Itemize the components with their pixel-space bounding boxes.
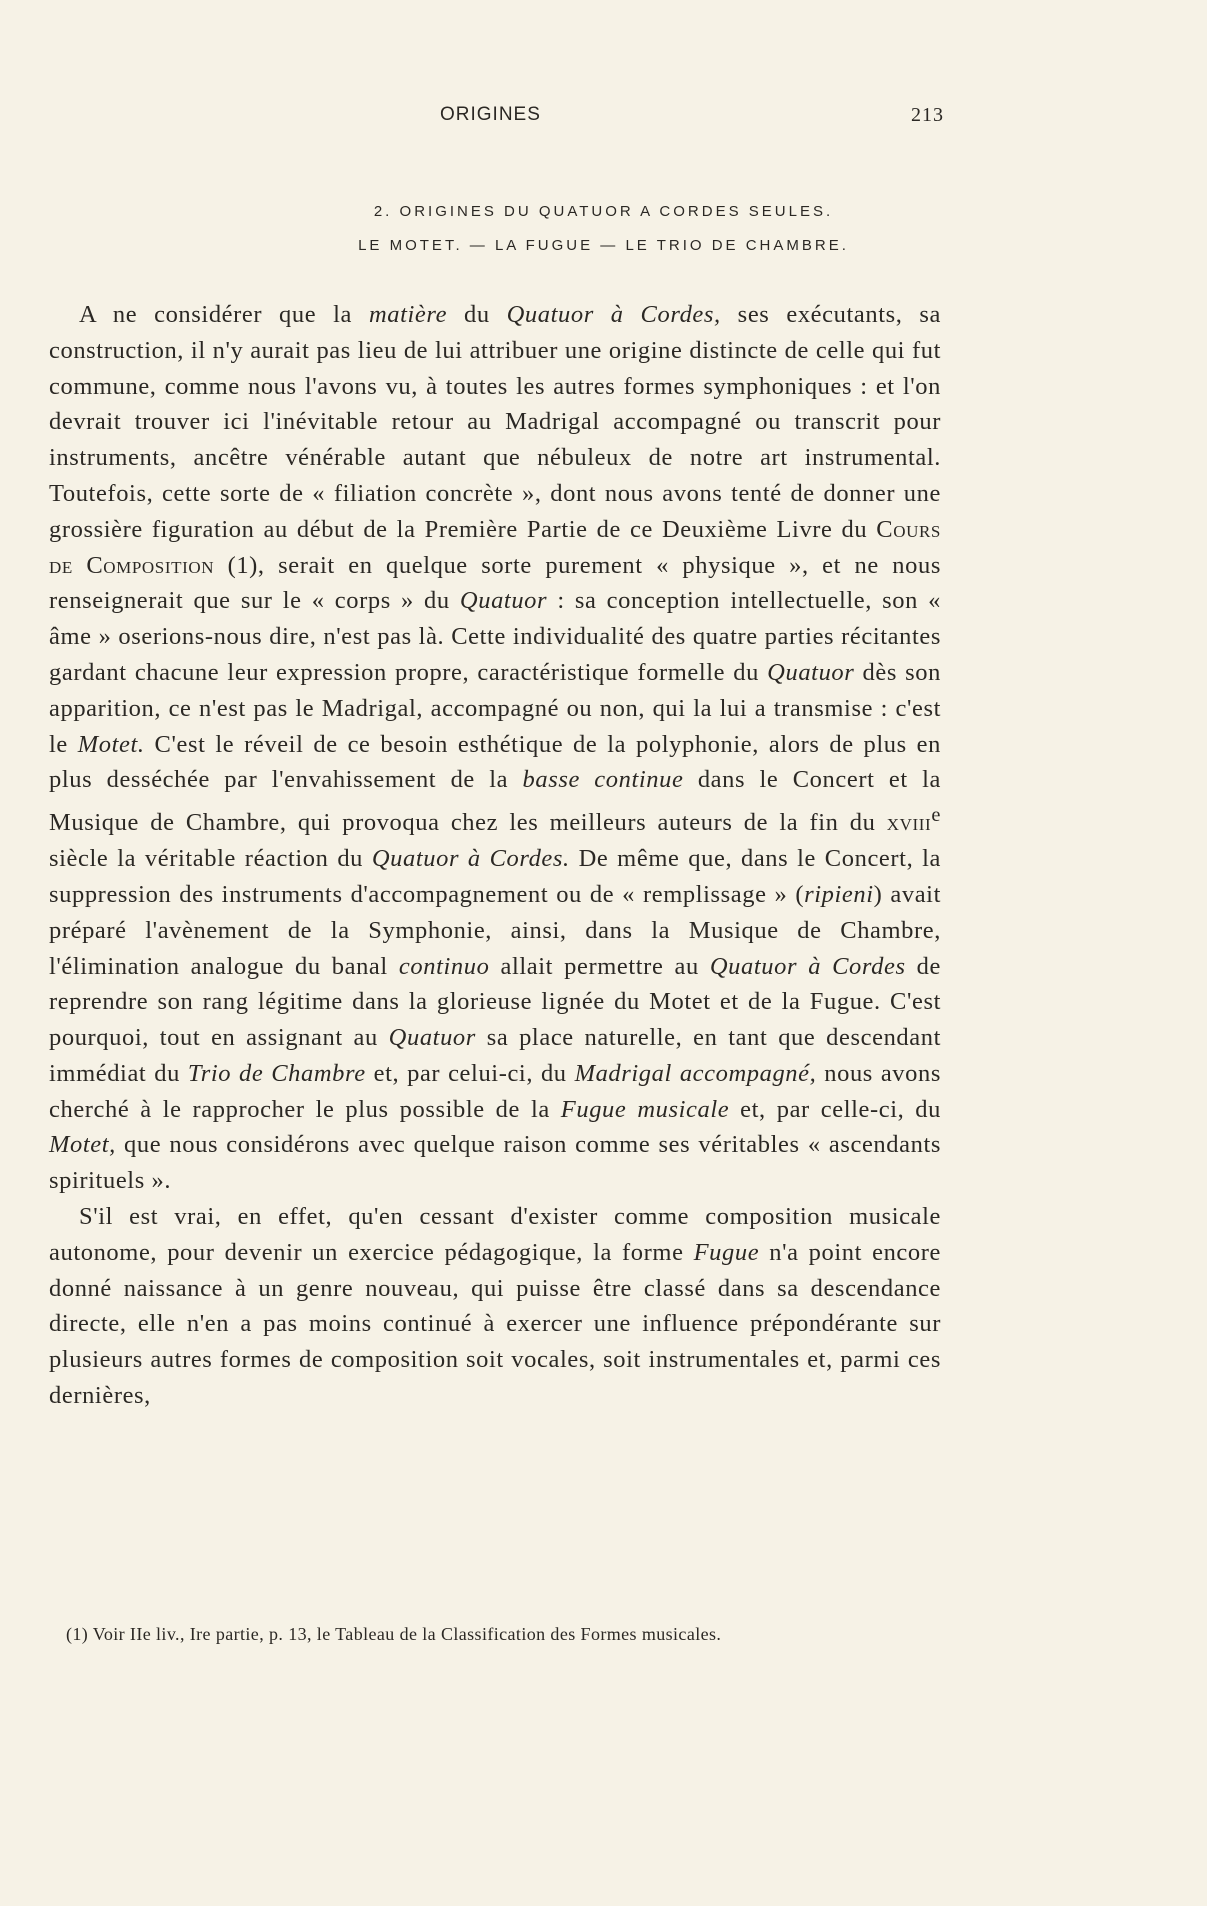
text-run: et, par celle-ci, du bbox=[729, 1095, 941, 1123]
text-run: S'il est vrai, en effet, qu'en cessant d'exister comme composition musicale autonome, pour devenir un exercice pédagogique, la forme bbox=[49, 1203, 941, 1266]
section-heading-line-2: LE MOTET. — LA FUGUE — LE TRIO DE CHAMBRE. bbox=[358, 237, 849, 254]
text-run: De même que, dans le Concert, la suppression des instruments d'accompagnement ou de « remplissage » ( bbox=[49, 845, 941, 908]
text-run: nous avons cherché à le rapprocher le plus possible de la bbox=[49, 1059, 941, 1123]
text-run: ) avait préparé l'avènement de la Symphonie, ainsi, dans la Musique de Chambre, l'élimination analogue du banal bbox=[49, 880, 941, 980]
italic-run: Fugue musicale bbox=[560, 1095, 730, 1123]
running-head bbox=[0, 104, 1207, 132]
italic-run: Quatuor bbox=[767, 658, 855, 686]
small-caps-run: Cours de Composition bbox=[49, 515, 941, 579]
text-run: que nous considérons avec quelque raison comme ses véritables « ascendants spirituels ». bbox=[49, 1131, 941, 1195]
text-run: ses exécutants, sa construction, il n'y aurait pas lieu de lui attribuer une origine distincte de celle qui fut commune, comme nous l'avons vu, à toutes les autres formes symphoniques : et l'on devrait trouver ici l'inévitable retour au Madrigal accompagné ou transcrit pour instruments, ancêtre vénérable autant que nébuleux de notre art instrumental. Toutefois, cette sorte de « filiation concrète », dont nous avons tenté de donner une grossière figuration au début de la Première Partie de ce Deuxième Livre du bbox=[49, 301, 941, 543]
italic-run: Quatuor à Cordes, bbox=[506, 301, 721, 328]
italic-run: matière bbox=[368, 301, 448, 328]
paragraph-1 bbox=[49, 297, 941, 1199]
italic-run: basse continue bbox=[522, 766, 684, 794]
text-run: C'est le réveil de ce besoin esthétique de la polyphonie, alors de plus en plus desséchée par l'envahissement de la bbox=[49, 730, 941, 794]
text-run: sa place naturelle, en tant que descendant immédiat du bbox=[49, 1024, 941, 1087]
italic-run: Quatuor bbox=[388, 1024, 476, 1052]
paragraph-2 bbox=[49, 1199, 941, 1414]
page-number: 213 bbox=[911, 104, 944, 126]
italic-run: continuo bbox=[398, 952, 490, 980]
text-run: allait permettre au bbox=[489, 952, 710, 980]
italic-run: Motet. bbox=[77, 730, 145, 758]
italic-run: Trio de Chambre bbox=[187, 1059, 366, 1087]
body-text bbox=[49, 297, 941, 1414]
century-numeral: xviii bbox=[886, 809, 932, 837]
text-run: dans le Concert et la Musique de Chambre, qui provoqua chez les meilleurs auteurs de la fin du bbox=[49, 766, 941, 837]
section-heading-line-1: 2. ORIGINES DU QUATUOR A CORDES SEULES. bbox=[373, 203, 834, 220]
italic-run: ripieni bbox=[804, 880, 874, 908]
text-run: (1), serait en quelque sorte purement « physique », et ne nous renseignerait que sur le « corps » du bbox=[49, 551, 941, 615]
text-run: A ne considérer que la bbox=[79, 301, 369, 328]
text-run: n'a point encore donné naissance à un genre nouveau, qui puisse être classé dans sa descendance directe, elle n'en a pas moins continué à exercer une influence prépondérante sur plusieurs autres formes de composition soit vocales, soit instrumentales et, parmi ces dernières, bbox=[49, 1238, 941, 1410]
italic-run: Fugue bbox=[693, 1238, 760, 1266]
italic-run: Quatuor bbox=[459, 587, 548, 615]
text-run: siècle la véritable réaction du bbox=[49, 845, 372, 873]
italic-run: Quatuor à Cordes bbox=[709, 952, 906, 980]
text-run: du bbox=[447, 301, 507, 328]
superscript: e bbox=[931, 804, 941, 827]
running-title: ORIGINES bbox=[440, 104, 541, 125]
text-run: : sa conception intellectuelle, son « âme » oserions-nous dire, n'est pas là. Cette individualité des quatre parties récitantes gardant chacune leur expression propre, caractéristique formelle du bbox=[49, 587, 941, 686]
footnote: (1) Voir IIe liv., Ire partie, p. 13, le Tableau de la Classification des Formes musicales. bbox=[66, 1624, 722, 1644]
text-run: et, par celui-ci, du bbox=[365, 1059, 575, 1087]
text-run: dès son apparition, ce n'est pas le Madrigal, accompagné ou non, qui la lui a transmise : c'est le bbox=[49, 658, 941, 758]
italic-run: Motet, bbox=[49, 1131, 116, 1159]
italic-run: Madrigal accompagné, bbox=[574, 1059, 817, 1087]
italic-run: Quatuor à Cordes. bbox=[371, 845, 570, 873]
text-run: de reprendre son rang légitime dans la glorieuse lignée du Motet et de la Fugue. C'est pourquoi, tout en assignant au bbox=[49, 952, 941, 1052]
